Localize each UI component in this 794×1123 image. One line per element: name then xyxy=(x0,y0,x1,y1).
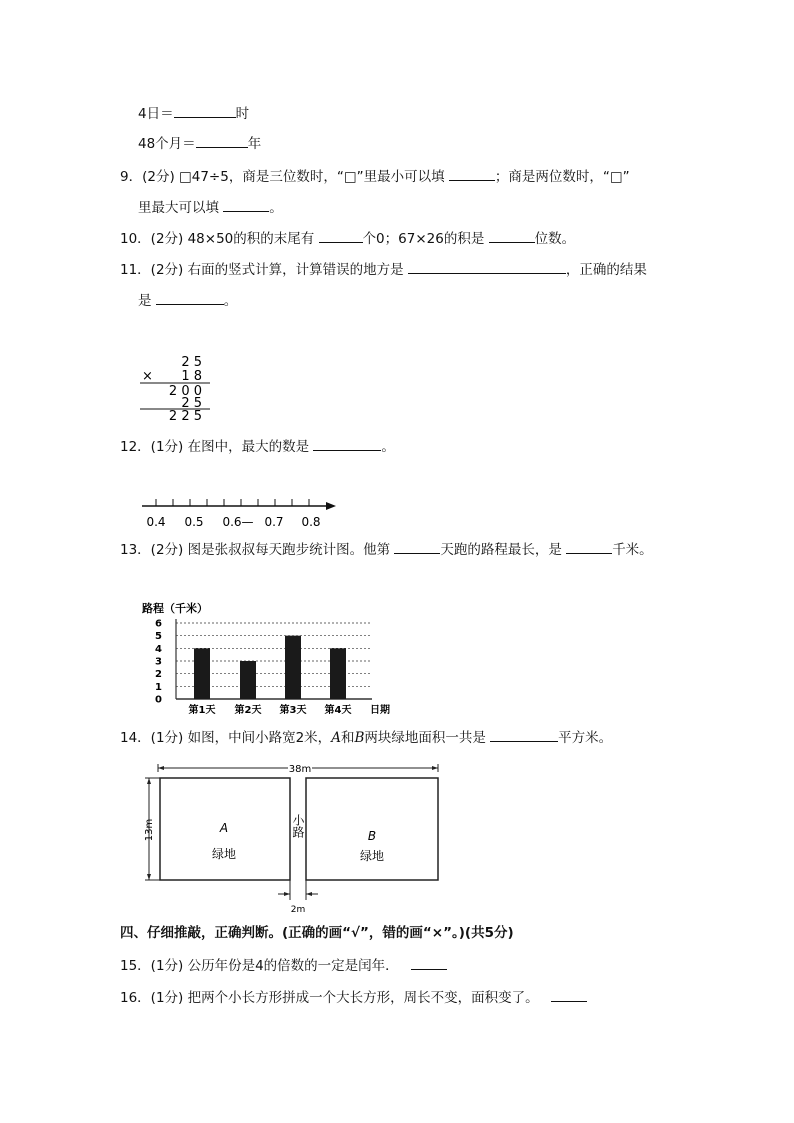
q13-line: 13．(2分) 图是张叔叔每天跑步统计图。他第 天跑的路程最长，是 千米。 xyxy=(120,542,653,558)
road-label: 小路 xyxy=(291,814,305,838)
chart-bar xyxy=(285,636,301,699)
numberline-label: 0.4 xyxy=(146,515,166,529)
calc-operator: × xyxy=(142,369,153,384)
width-label: 38m xyxy=(288,764,312,775)
numberline-label: 0.5 xyxy=(184,515,204,529)
q16-line: 16．(1分) 把两个小长方形拼成一个大长方形，周长不变，面积变了。 xyxy=(120,988,587,1007)
q14-line: 14．(1分) 如图，中间小路宽2米，A和B两块绿地面积一共是 平方米。 xyxy=(120,730,613,746)
chart-ytick-label: 6 xyxy=(155,618,162,630)
chart-xtick-label: 第1天 xyxy=(188,705,216,716)
q8-month-line: 48个月＝ 年 xyxy=(138,136,262,152)
section-4-heading: 四、仔细推敲，正确判断。(正确的画“√”，错的画“×”。)(共5分) xyxy=(120,925,514,941)
calc-row-2: 1 8 xyxy=(181,369,202,384)
q12-line: 12．(1分) 在图中，最大的数是 。 xyxy=(120,439,395,455)
vertical-calculation xyxy=(140,350,215,422)
number-line xyxy=(140,496,340,532)
numberline-label: 0.7 xyxy=(264,515,284,529)
chart-xlabel: 日期 xyxy=(370,705,390,716)
q9-line1: 9．(2分) □47÷5，商是三位数时，“□”里最小可以填 ；商是两位数时，“□” xyxy=(120,169,630,185)
running-bar-chart xyxy=(140,597,405,719)
chart-bar xyxy=(240,661,256,699)
chart-ytick-label: 5 xyxy=(155,631,162,643)
q9-line2: 里最大可以填 。 xyxy=(138,200,283,216)
calc-row-1: 2 5 xyxy=(181,355,202,370)
calc-row-4: 2 5 xyxy=(181,396,202,411)
q11-line1: 11．(2分) 右面的竖式计算，计算错误的地方是 ，正确的结果 xyxy=(120,262,647,278)
chart-ytick-label: 4 xyxy=(155,643,162,655)
chart-bar xyxy=(330,648,346,699)
q15-line: 15．(1分) 公历年份是4的倍数的一定是闰年． xyxy=(120,956,447,975)
chart-bar xyxy=(194,648,210,699)
field-a-label: 绿地 xyxy=(211,847,237,861)
green-field-diagram xyxy=(140,760,445,915)
chart-ytick-label: 2 xyxy=(155,669,162,681)
chart-ytick-label: 3 xyxy=(155,656,162,668)
q11-line2: 是 。 xyxy=(138,293,238,309)
chart-xtick-label: 第3天 xyxy=(279,705,307,716)
field-b-letter: B xyxy=(367,829,377,843)
height-label: 13m xyxy=(144,818,155,842)
field-a-letter: A xyxy=(219,821,229,835)
chart-ytick-label: 1 xyxy=(155,681,162,693)
numberline-label: 0.8 xyxy=(301,515,321,529)
field-b-label: 绿地 xyxy=(359,849,385,863)
calc-row-3: 2 0 0 xyxy=(168,384,202,399)
chart-xtick-label: 第4天 xyxy=(324,705,352,716)
q8-day-line: 4日＝ 时 xyxy=(138,106,250,122)
chart-ytick-label: 0 xyxy=(155,694,162,706)
chart-xtick-label: 第2天 xyxy=(234,705,262,716)
numberline-label: 0.6— xyxy=(222,515,254,529)
calc-row-5: 2 2 5 xyxy=(168,409,202,422)
chart-title: 路程（千米） xyxy=(142,602,208,615)
path-width-label: 2m xyxy=(290,905,306,915)
arrow-icon xyxy=(326,502,336,510)
q10-line: 10．(2分) 48×50的积的末尾有 个0；67×26的积是 位数。 xyxy=(120,231,576,247)
